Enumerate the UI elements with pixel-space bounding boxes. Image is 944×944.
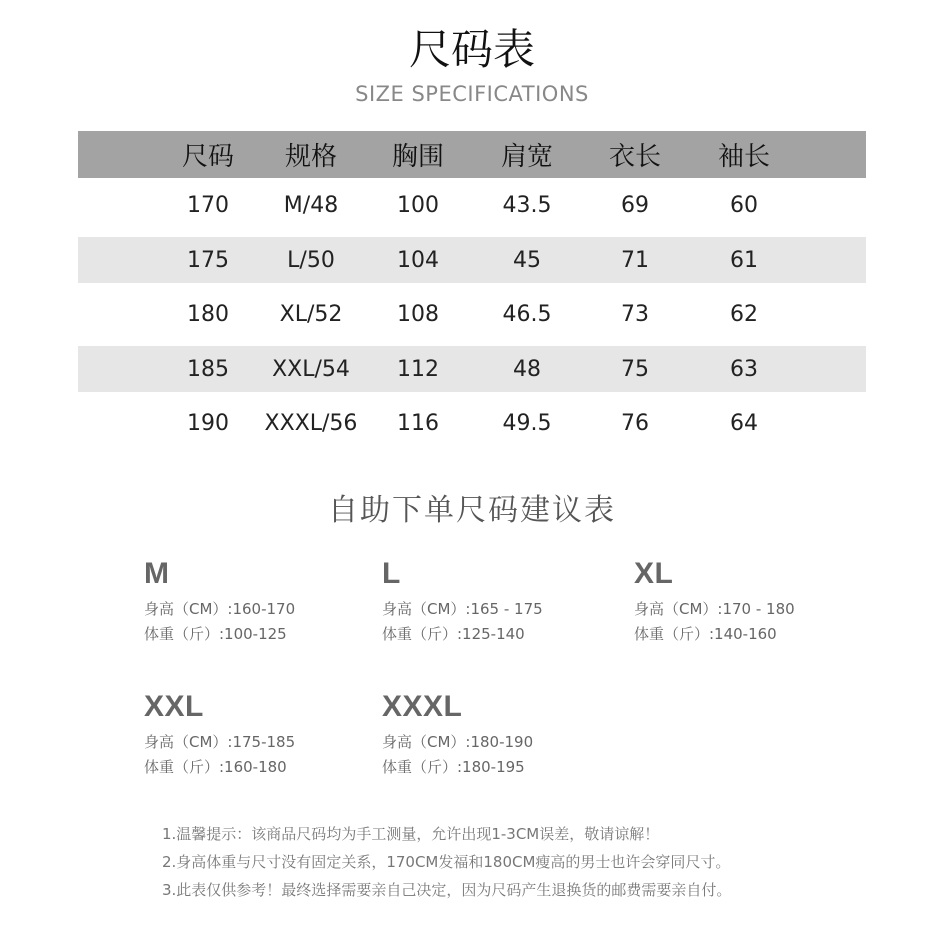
table-cell: 71 [621,247,649,273]
height-range: 身高（CM）:180-190 [382,733,534,751]
column-header-shoulder: 肩宽 [500,142,553,172]
table-row [78,346,866,392]
table-cell: 69 [621,193,649,218]
table-cell: L/50 [287,247,335,273]
size-recommendation-xl [634,557,874,647]
table-row [78,287,866,342]
size-recommendation-xxxl [382,690,622,780]
size-label: XXXL [382,690,463,723]
table-row [78,237,866,283]
table-cell: 64 [730,411,758,436]
table-cell: XL/52 [279,302,343,327]
table-cell: XXXL/56 [264,411,358,436]
note-line: 1.温馨提示：该商品尺码均为手工测量，允许出现1-3CM误差，敬请谅解！ [162,825,660,843]
table-cell: 46.5 [502,302,552,327]
table-cell: 170 [187,193,229,218]
notes-section [162,820,882,904]
size-recommendation-m [144,557,384,647]
table-cell: 75 [621,356,649,382]
recommendation-title: 自助下单尺码建议表 [328,493,616,528]
height-range: 身高（CM）:165 - 175 [382,600,543,618]
column-header-size: 尺码 [181,142,234,172]
size-label: M [144,557,170,590]
table-cell: 60 [730,193,758,218]
size-label: L [382,557,401,590]
table-cell: 180 [187,302,229,327]
weight-range: 体重（斤）:140-160 [634,625,777,643]
table-cell: 100 [397,193,439,218]
weight-range: 体重（斤）:100-125 [144,625,287,643]
size-recommendation-l [382,557,622,647]
table-cell: 48 [513,356,541,382]
table-cell: 45 [513,247,541,273]
table-cell: 61 [730,247,758,273]
height-range: 身高（CM）:170 - 180 [634,600,795,618]
table-cell: 116 [397,411,439,436]
table-row [78,396,866,451]
page-subtitle: SIZE SPECIFICATIONS [355,82,589,106]
height-range: 身高（CM）:175-185 [144,733,296,751]
column-header-spec: 规格 [284,142,337,172]
table-cell: XXL/54 [272,356,350,382]
table-cell: M/48 [283,193,339,218]
column-header-length: 衣长 [608,142,661,172]
weight-range: 体重（斤）:125-140 [382,625,525,643]
table-cell: 112 [397,356,439,382]
column-header-chest: 胸围 [391,142,444,172]
column-header-sleeve: 袖长 [717,142,770,172]
size-label: XL [634,557,674,590]
table-cell: 108 [397,302,439,327]
table-row [78,178,866,233]
table-cell: 185 [187,356,229,382]
table-cell: 62 [730,302,758,327]
table-cell: 104 [397,247,439,273]
weight-range: 体重（斤）:160-180 [144,758,287,776]
size-table [78,131,866,451]
table-cell: 73 [621,302,649,327]
size-label: XXL [144,690,204,723]
table-cell: 63 [730,356,758,382]
table-cell: 190 [187,411,229,436]
table-cell: 43.5 [502,193,552,218]
note-line: 3.此表仅供参考！最终选择需要亲自己决定，因为尺码产生退换货的邮费需要亲自付。 [162,881,732,899]
size-recommendation-xxl [144,690,384,780]
page-title: 尺码表 [408,25,535,74]
table-cell: 76 [621,411,649,436]
weight-range: 体重（斤）:180-195 [382,758,525,776]
table-cell: 175 [187,247,229,273]
height-range: 身高（CM）:160-170 [144,600,296,618]
note-line: 2.身高体重与尺寸没有固定关系，170CM发福和180CM瘦高的男士也许会穿同尺寸。 [162,853,731,871]
table-cell: 49.5 [502,411,552,436]
table-header-row [78,131,866,178]
